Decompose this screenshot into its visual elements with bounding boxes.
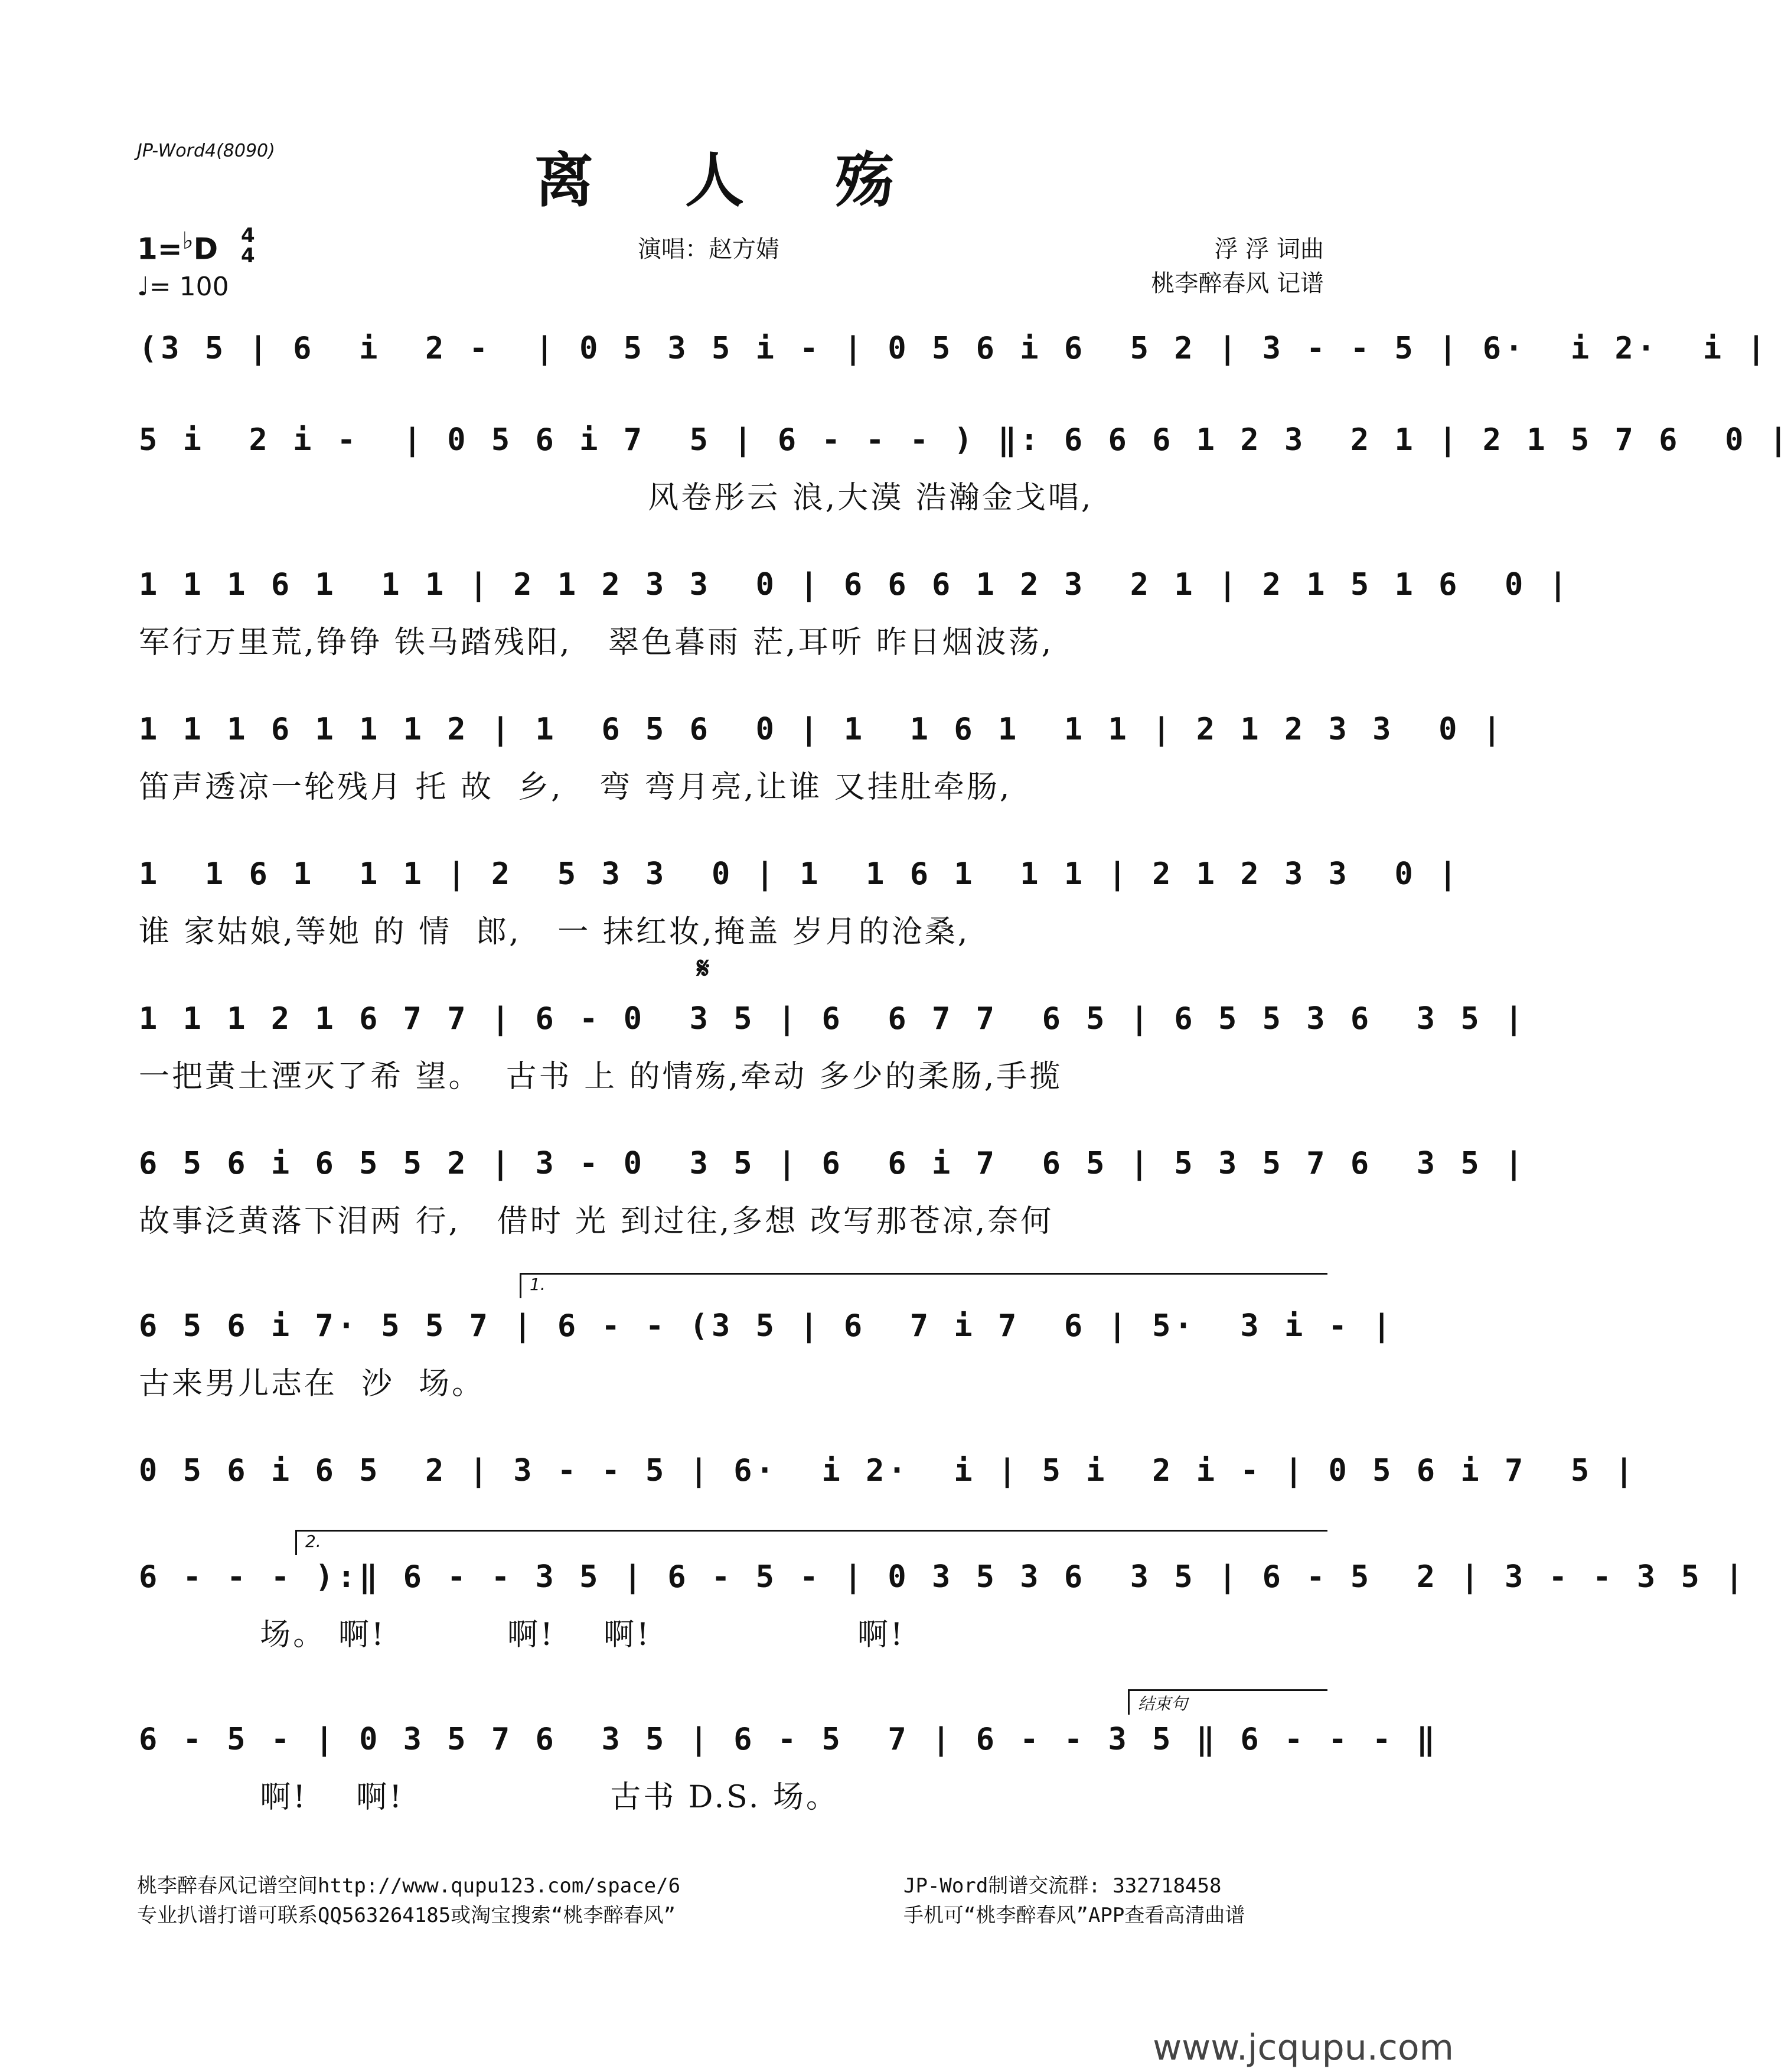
lyrics-line: 军行万里荒,铮铮 铁马踏残阳, 翠色暮雨 茫,耳听 昨日烟波荡, [139,625,1054,660]
footer-right-2: 手机可“桃李醉春风”APP查看高清曲谱 [903,1904,1245,1927]
time-bottom: 4 [241,244,255,268]
notes-line: 0 5 6 i 6 5 2 | 3 - - 5 | 6· i 2· i | 5 i 2 i - | 0 5 6 i 7 5 | [139,1453,1637,1488]
watermark: www.jcqupu.com [1153,2027,1454,2068]
time-top: 4 [241,224,255,247]
notation-credit: 桃李醉春风 记谱 [1151,270,1324,297]
lyrics-line: 场。 啊! 啊! 啊! 啊! [139,1617,905,1653]
key-prefix: 1= [137,232,182,266]
lyrics-line: 谁 家姑娘,等她 的 情 郎, 一 抹红妆,掩盖 岁月的沧桑, [139,914,970,950]
volta-bracket-1 [520,1273,1327,1298]
notes-line: 5 i 2 i - | 0 5 6 i 7 5 | 6 - - - ) ‖: 6 6 6 1 2 3 2 1 | 2 1 5 7 6 0 | [139,422,1791,458]
singer-credit: 演唱：赵方婧 [638,236,779,263]
tempo-mark: ♩= 100 [137,272,229,302]
notes-line: 6 - 5 - | 0 3 5 7 6 3 5 | 6 - 5 7 | 6 - - 3 5 ‖ 6 - - - ‖ [139,1722,1439,1757]
time-signature [241,226,255,266]
software-label: JP-Word4(8090) [137,141,275,161]
lyrics-line: 古来男儿志在 沙 场。 [139,1366,485,1402]
footer-right-1: JP-Word制谱交流群: 332718458 [903,1874,1222,1898]
volta-label: 2. [305,1532,321,1551]
lyrics-line: 笛声透凉一轮残月 托 故 乡, 弯 弯月亮,让谁 又挂肚牵肠, [139,770,1012,805]
lyrics-line: 一把黄土湮灭了希 望。 古书 上 的情殇,牵动 多少的柔肠,手揽 [139,1059,1063,1094]
lyrics-line: 啊! 啊! 古书 D.S. 场。 [139,1780,839,1815]
coda-bracket [1128,1689,1327,1715]
notes-line: 1 1 1 6 1 1 1 | 2 1 2 3 3 0 | 6 6 6 1 2 3 2 1 | 2 1 5 1 6 0 | [139,567,1571,602]
lyrics-line: 风卷彤云 浪,大漠 浩瀚金戈唱, [139,480,1094,516]
notes-line: (3 5 | 6 i 2 - | 0 5 3 5 i - | 0 5 6 i 6 5 2 | 3 - - 5 | 6· i 2· i | [139,331,1769,366]
segno-icon: 𝄋 [697,951,710,985]
notes-line: 6 - - - ):‖ 6 - - 3 5 | 6 - 5 - | 0 3 5 3 6 3 5 | 6 - 5 2 | 3 - - 3 5 | [139,1559,1747,1595]
notes-line: 1 1 6 1 1 1 | 2 5 3 3 0 | 1 1 6 1 1 1 | 2 1 2 3 3 0 | [139,856,1461,892]
notes-line: 1 1 1 2 1 6 7 7 | 6 - 0 3 5 | 6 6 7 7 6 5 | 6 5 5 3 6 3 5 | [139,1001,1527,1037]
volta-label: 1. [530,1275,546,1294]
footer-left-1: 桃李醉春风记谱空间http://www.qupu123.com/space/6 [137,1874,681,1898]
lyrics-credit: 浮 浮 词曲 [1214,236,1324,263]
notes-line: 1 1 1 6 1 1 1 2 | 1 6 5 6 0 | 1 1 6 1 1 1 | 2 1 2 3 3 0 | [139,712,1505,747]
key-signature [137,227,218,266]
footer-left-2: 专业扒谱打谱可联系QQ563264185或淘宝搜索“桃李醉春风” [137,1904,676,1927]
key-note: D [193,232,218,266]
song-title: 离 人 殇 [534,145,930,215]
lyrics-line: 故事泛黄落下泪两 行, 借时 光 到过往,多想 改写那苍凉,奈何 [139,1204,1054,1239]
flat-icon: ♭ [182,227,194,255]
notes-line: 6 5 6 i 6 5 5 2 | 3 - 0 3 5 | 6 6 i 7 6 5 | 5 3 5 7 6 3 5 | [139,1146,1527,1181]
notes-line: 6 5 6 i 7· 5 5 7 | 6 - - (3 5 | 6 7 i 7 6 | 5· 3 i - | [139,1308,1395,1344]
coda-label: 结束句 [1138,1694,1188,1713]
